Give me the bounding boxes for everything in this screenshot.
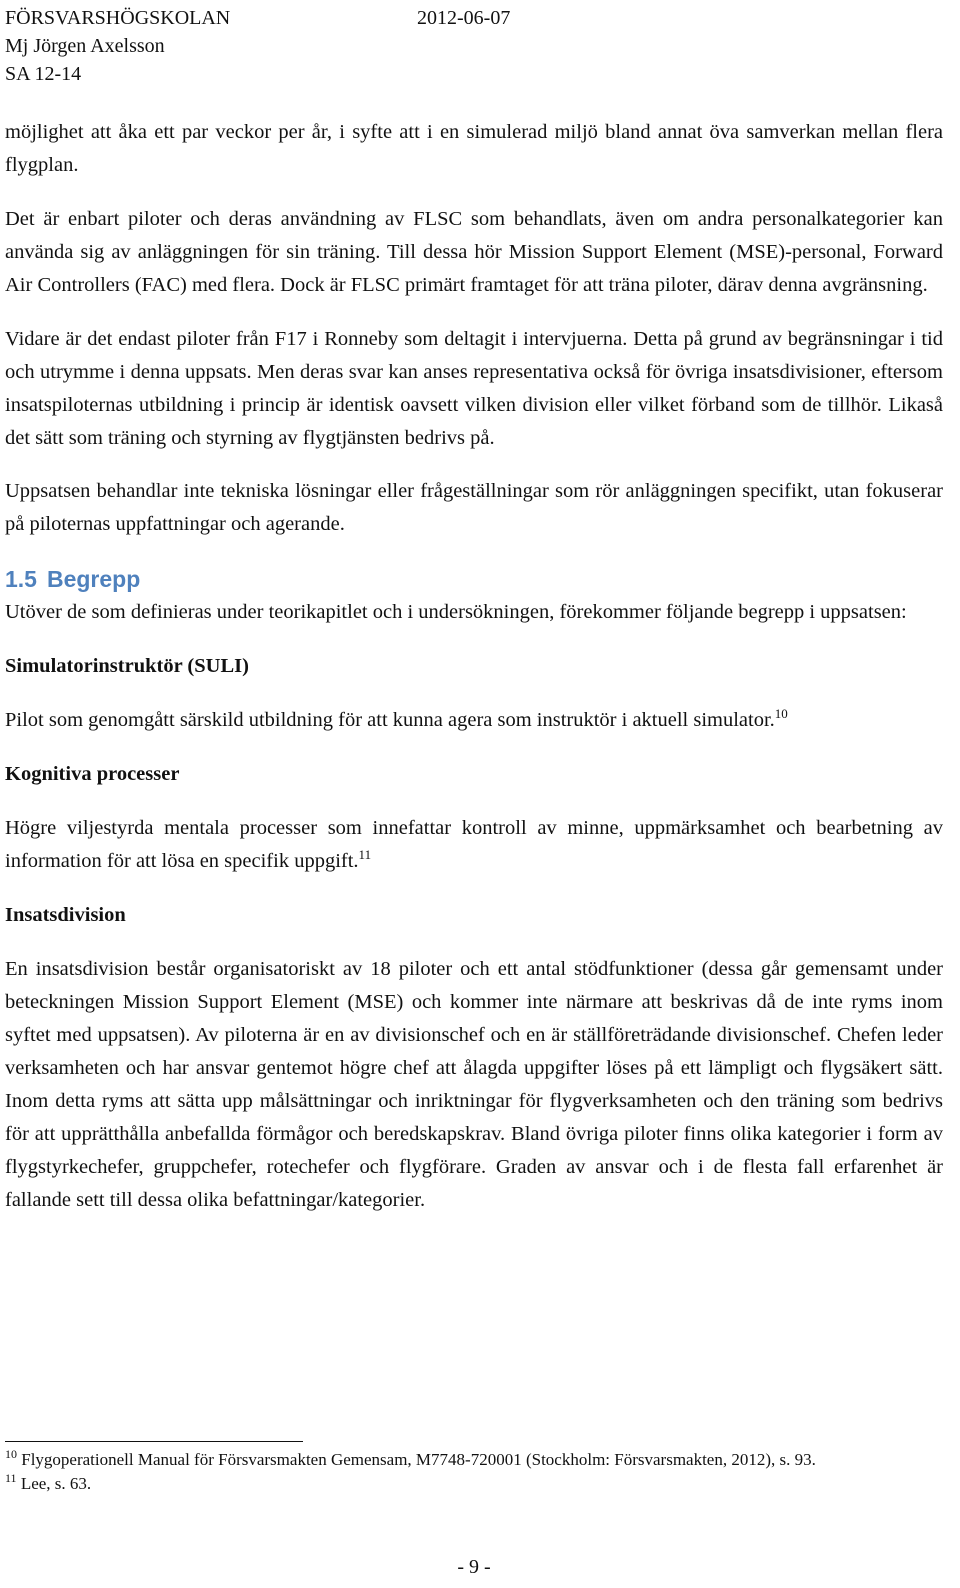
header-date: 2012-06-07 bbox=[417, 7, 511, 29]
term-definition-suli bbox=[5, 704, 943, 737]
page-number: - 9 - bbox=[457, 1556, 491, 1578]
document-body bbox=[5, 116, 943, 1238]
section-number: 1.5 bbox=[5, 566, 37, 592]
footnote-11 bbox=[5, 1472, 943, 1496]
term-title-insatsdivision: Insatsdivision bbox=[5, 904, 126, 926]
paragraph-2: Det är enbart piloter och deras användning av FLSC som behandlats, även om andra personalkategorier kan använda sig av anläggningen för sin träning. Till dessa hör Mission Support Element (MSE)-personal, Forward Air Controllers (FAC) med flera. Dock är FLSC primärt framtaget för att träna piloter, därav denna avgränsning. bbox=[5, 208, 943, 296]
term-definition-kognitiva bbox=[5, 812, 943, 878]
footnote-ref[interactable]: 11 bbox=[358, 847, 372, 862]
section-title: Begrepp bbox=[46, 566, 141, 592]
term-title-suli: Simulatorinstruktör (SULI) bbox=[5, 655, 249, 677]
header-institution: FÖRSVARSHÖGSKOLAN bbox=[5, 7, 231, 29]
document-page bbox=[5, 0, 943, 1588]
term-definition-text: Högre viljestyrda mentala processer som innefattar kontroll av minne, uppmärksamhet och bearbetning av information för att lösa en specifik uppgift. bbox=[5, 817, 943, 872]
term-definition-text: Pilot som genomgått särskild utbildning för att kunna agera som instruktör i aktuell simulator. bbox=[5, 709, 775, 731]
header-row bbox=[5, 4, 510, 32]
footnote-text: Lee, s. 63. bbox=[20, 1474, 92, 1493]
page-header bbox=[5, 4, 510, 88]
footnotes bbox=[5, 1448, 943, 1496]
paragraph-1: möjlighet att åka ett par veckor per år, i syfte att i en simulerad miljö bland annat öva samverkan mellan flera flygplan. bbox=[5, 121, 943, 176]
footnote-ref[interactable]: 10 bbox=[774, 706, 788, 721]
footnote-10 bbox=[5, 1448, 943, 1472]
header-author: Mj Jörgen Axelsson bbox=[5, 35, 165, 57]
section-intro: Utöver de som definieras under teorikapitlet och i undersökningen, förekommer följande begrepp i uppsatsen: bbox=[5, 601, 907, 623]
footnote-text: Flygoperationell Manual för Försvarsmakten Gemensam, M7748-720001 (Stockholm: Försvarsmakten, 2012), s. 93. bbox=[21, 1450, 816, 1469]
term-definition-insatsdivision: En insatsdivision består organisatoriskt av 18 piloter och ett antal stödfunktioner (dessa går gemensamt under beteckningen Mission Support Element (MSE) och kommer inte närmare att beskrivas då de inte ryms inom syftet med uppsatsen). Av piloterna är en av divisionschef och en är ställföreträdande divisionschef. Chefen leder verksamheten och har ansvar gentemot högre chef att ålagda uppgifter löses på ett lämpligt och flygsäkert sätt. Inom detta ryms att sätta upp målsättningar och inriktningar för flygverksamheten och den träning som bedrivs för att upprätthålla anbefallda förmågor och beredskapskrav. Bland övriga piloter finns olika kategorier i form av flygstyrkechefer, gruppchefer, rotechefer och flygförare. Graden av ansvar och i de flesta fall erfarenhet är fallande sett till dessa olika befattningar/kategorier. bbox=[5, 958, 943, 1211]
header-course: SA 12-14 bbox=[5, 63, 82, 85]
section-heading bbox=[5, 562, 943, 596]
paragraph-4: Uppsatsen behandlar inte tekniska lösningar eller frågeställningar som rör anläggningen specifikt, utan fokuserar på piloternas uppfattningar och agerande. bbox=[5, 480, 943, 535]
paragraph-3: Vidare är det endast piloter från F17 i Ronneby som deltagit i intervjuerna. Detta på grund av begränsningar i tid och utrymme i denna uppsats. Men deras svar kan anses representativa också för övriga insatsdivisioner, eftersom insatspiloternas utbildning i princip är identisk oavsett vilken division eller vilket förband som de tillhör. Likaså det sätt som träning och styrning av flygtjänsten bedrivs på. bbox=[5, 328, 943, 449]
footnote-number: 10 bbox=[5, 1447, 17, 1461]
term-title-kognitiva: Kognitiva processer bbox=[5, 763, 180, 785]
footnote-number: 11 bbox=[5, 1471, 17, 1485]
footnote-separator bbox=[5, 1441, 303, 1442]
